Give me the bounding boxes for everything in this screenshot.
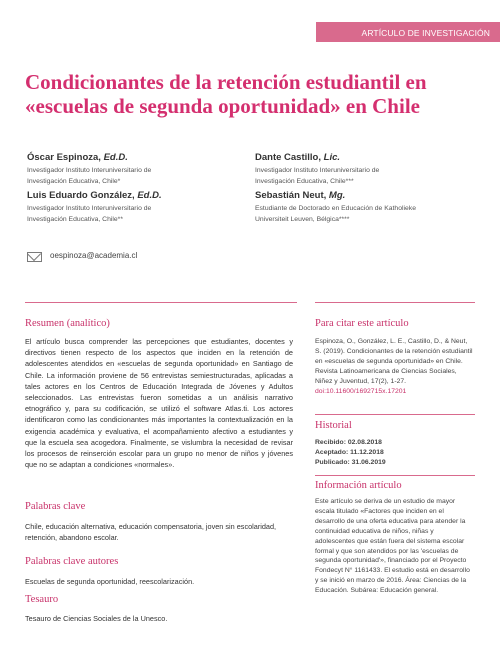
history-dates: Recibido: 02.08.2018 Aceptado: 11.12.2018 Publicado: 31.06.2019 [315, 439, 386, 466]
keywords-heading: Palabras clave [25, 501, 86, 512]
author-name: Sebastián Neut, Mg. [255, 190, 346, 201]
author-affiliation: Investigador Instituto Interuniversitario de Investigación Educativa, Chile*** [255, 167, 380, 185]
article-type-tag: ARTÍCULO DE INVESTIGACIÓN [316, 22, 500, 42]
abstract-heading: Resumen (analítico) [25, 318, 110, 329]
citation-text: Espinoza, O., González, L. E., Castillo, D., & Neut, S. (2019). Condicionantes de la retención estudiantil en «escuelas de segunda oportunidad» en Chile. Revista Latinoamericana de Ciencias Sociales, Niñez y Juventud, 17(2), 1-27. doi:10.11600/1692715x.17201 [315, 338, 473, 395]
divider [25, 302, 297, 303]
email-address[interactable]: oespinoza@academia.cl [50, 251, 138, 260]
info-text: Este artículo se deriva de un estudio de mayor escala titulado «Factores que inciden en el desarrollo de una oferta educativa para atender la continuidad educativa de niños, niñas y adolescentes que están fuera del sistema escolar formal y que son atendidos por las 'escuelas de segunda oportunidad'», financiado por el Proyecto Fondecyt N° 1161433. El estudio está en desarrollo y se inició en marzo de 2016. Área: Ciencias de la Educación. Subárea: Educación general. [315, 498, 470, 595]
divider [315, 475, 475, 476]
author-keywords-text: Escuelas de segunda oportunidad, reescolarización. [25, 577, 195, 586]
author-affiliation: Investigador Instituto Interuniversitario de Investigación Educativa, Chile* [27, 167, 152, 185]
divider [315, 302, 475, 303]
title-line-2: «escuelas de segunda oportunidad» en Chile [25, 94, 420, 118]
author-affiliation: Investigador Instituto Interuniversitario de Investigación Educativa, Chile** [27, 205, 152, 223]
author-name: Dante Castillo, Lic. [255, 152, 341, 163]
info-heading: Información artículo [315, 480, 402, 491]
title-line-1: Condicionantes de la retención estudiantil en [25, 70, 427, 94]
author-name: Óscar Espinoza, Ed.D. [27, 152, 128, 163]
doi-link[interactable]: doi:10.11600/1692715x.17201 [315, 387, 407, 395]
citation-heading: Para citar este artículo [315, 318, 409, 329]
author-name: Luis Eduardo González, Ed.D. [27, 190, 162, 201]
author-keywords-heading: Palabras clave autores [25, 556, 119, 567]
thesaurus-heading: Tesauro [25, 594, 59, 605]
divider [315, 414, 475, 415]
keywords-text: Chile, educación alternativa, educación compensatoria, joven sin escolaridad, retención, abandono escolar. [25, 522, 277, 543]
thesaurus-text: Tesauro de Ciencias Sociales de la Unesco. [25, 614, 168, 623]
envelope-icon [27, 252, 42, 262]
abstract-text: El artículo busca comprender las percepciones que estudiantes, docentes y directivos tienen respecto de los aspectos que inciden en la retención de adolescentes atendidos en «escuelas de segunda oportunidad» en Santiago de Chile. La información proviene de 56 entrevistas semiestructuradas, aplicadas a tales actores en los Centros de Educación Integrada de Jóvenes y Adultos seleccionados. Las entrevistas fueron sometidas a un análisis narrativo etnográfico y, para su codificación, se utilizó el software Atlas.ti. Los actores identificaron como las condicionantes más importantes la contextualización en la exigencia académica y evaluativa, el acompañamiento afectivo a estudiantes y que la escuela sea acogedora. Finalmente, se vislumbra la necesidad de revisar los procesos de reinserción escolar para un grupo no menor de niños y jóvenes que no se adaptan a condiciones «normales». [25, 337, 293, 470]
article-title [25, 70, 485, 118]
history-heading: Historial [315, 420, 352, 431]
author-affiliation: Estudiante de Doctorado en Educación de Katholieke Universiteit Leuven, Bélgica**** [255, 205, 416, 223]
